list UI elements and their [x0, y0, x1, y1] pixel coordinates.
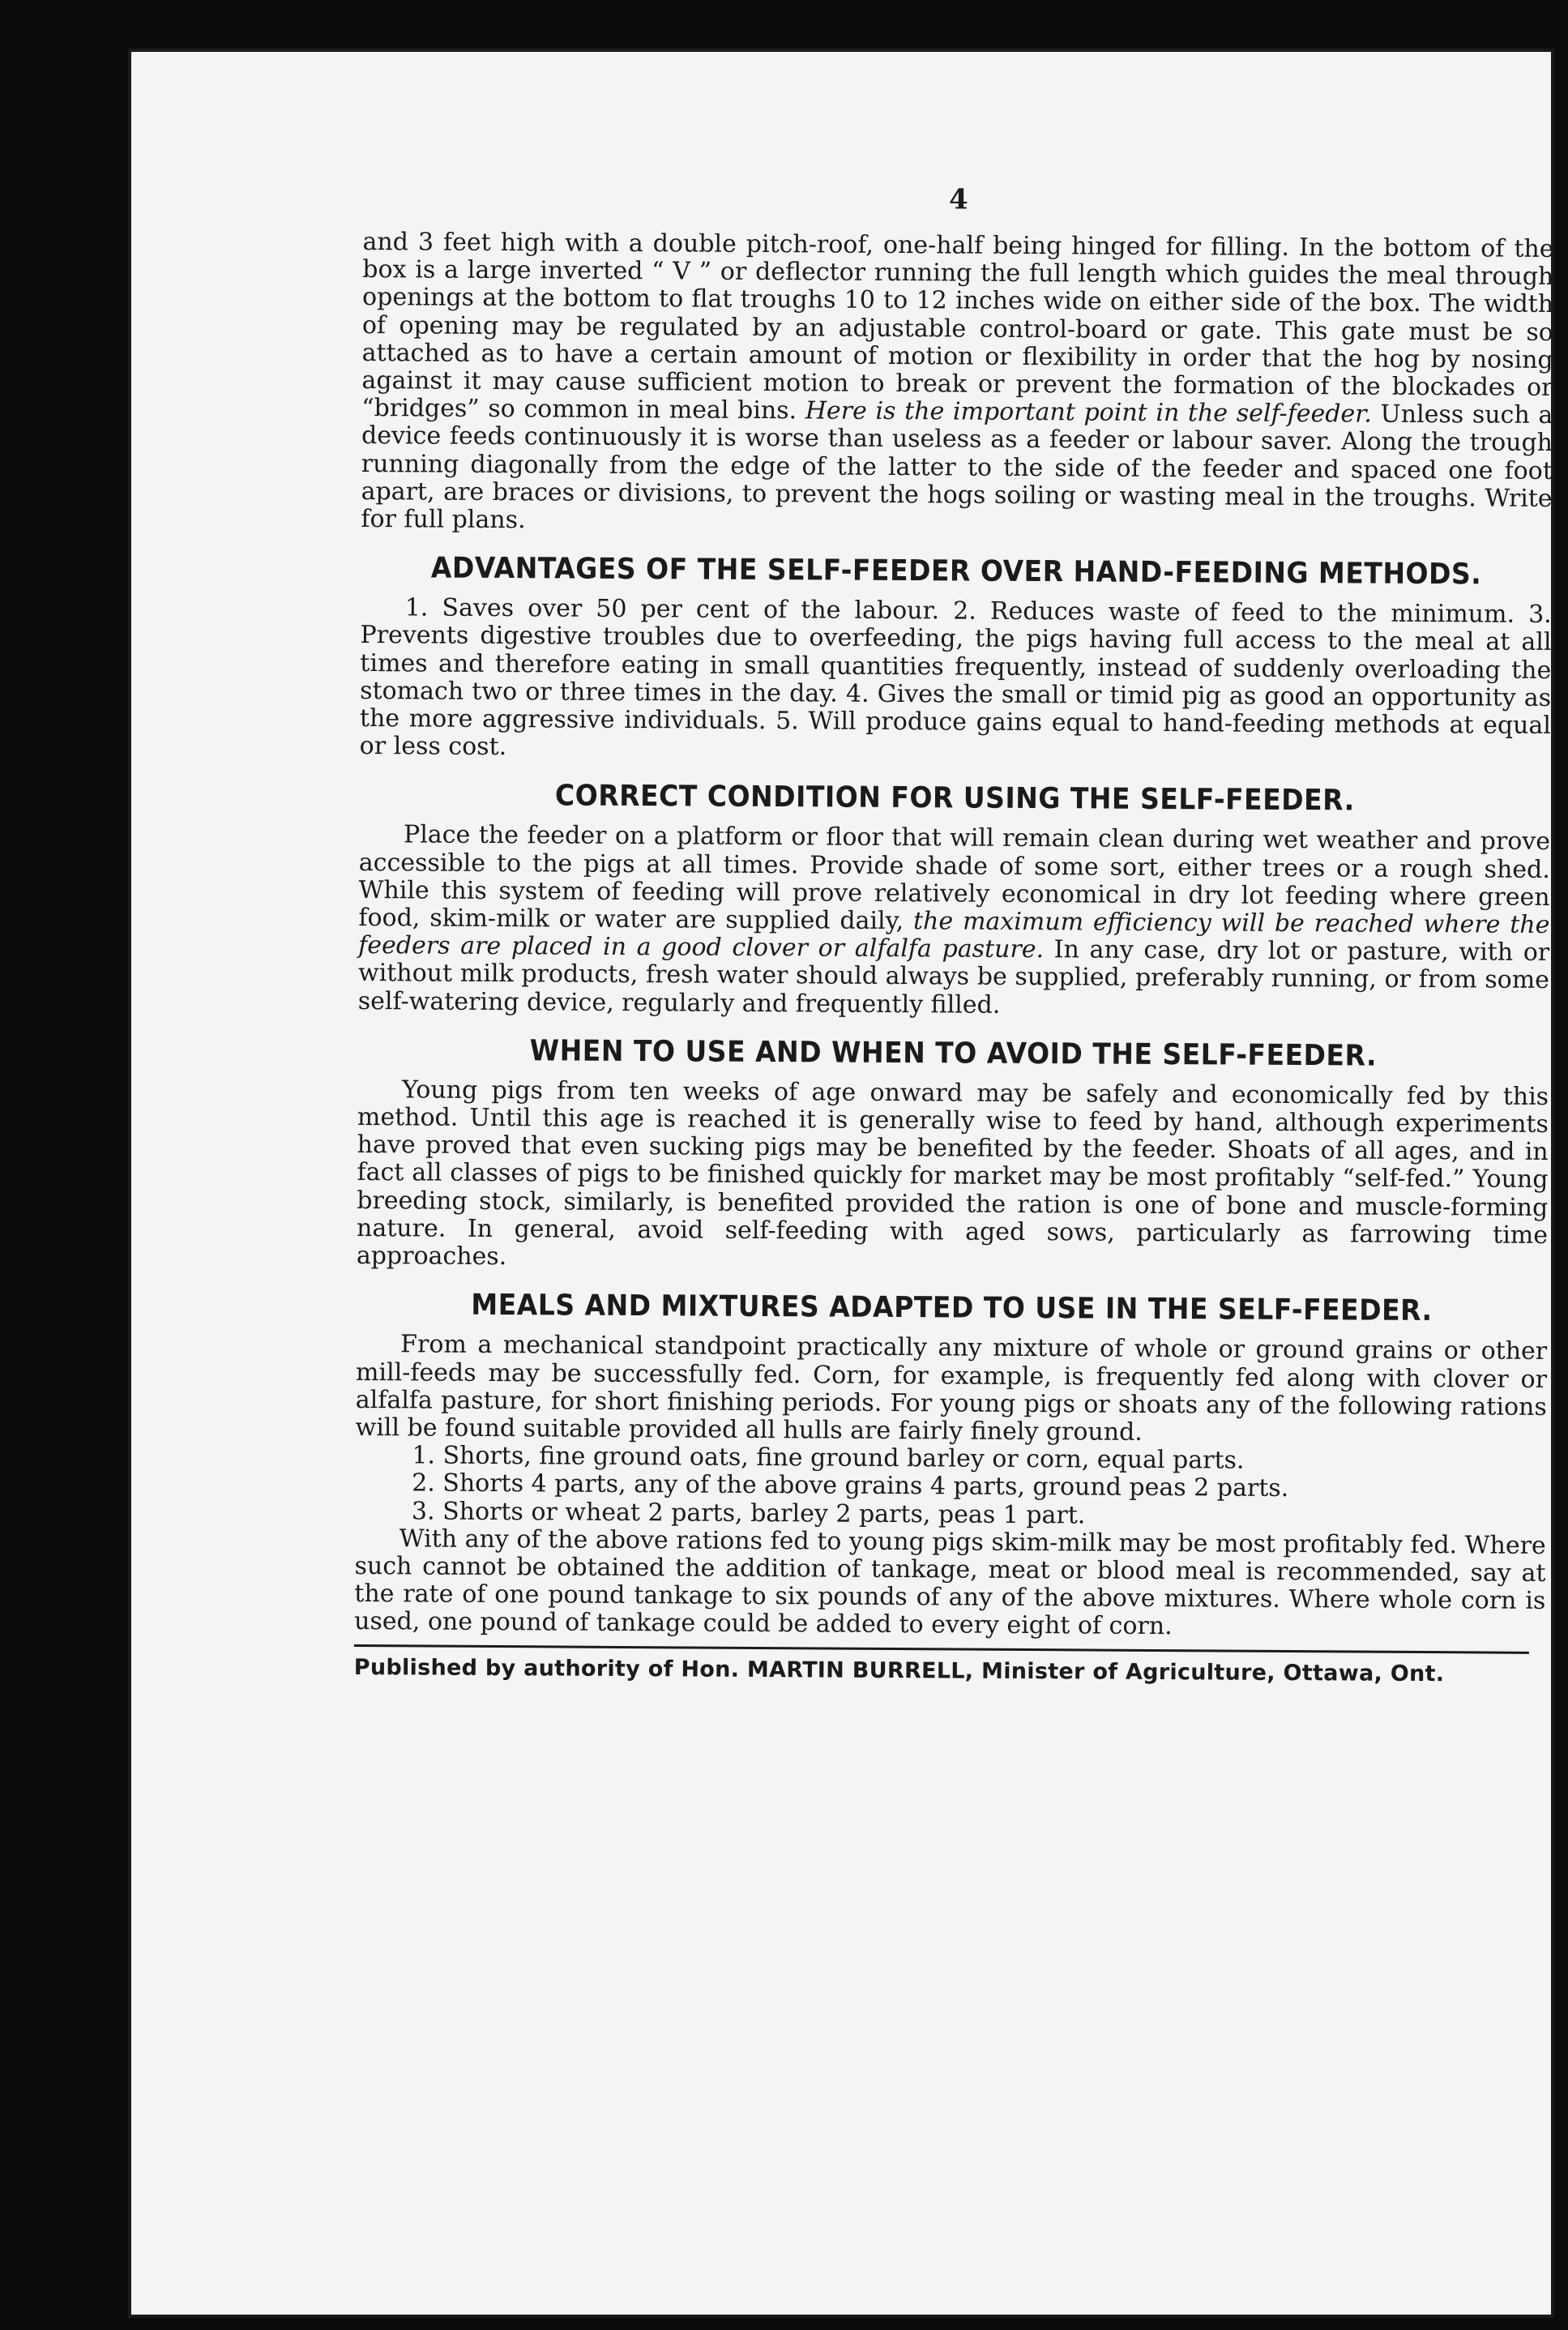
when-to-use-heading: WHEN TO USE AND WHEN TO AVOID THE SELF-FEEDER.: [529, 1032, 1378, 1073]
page-number: 4: [948, 183, 968, 216]
intro-text-2: Unless such a device feeds continuously it is worse than useless as a feeder or labour saver. Along the trough running diagonally from the edge of the latter to the side of the feeder and spaced one foot apart, are braces or divisions, to prevent the hogs soiling or wasting meal in the troughs. Write for full plans.: [361, 400, 1553, 535]
rations-list: [355, 1442, 1547, 1533]
advantages-heading: ADVANTAGES OF THE SELF-FEEDER OVER HAND-FEEDING METHODS.: [430, 550, 1482, 592]
page-content: [354, 180, 1554, 1687]
publication-footer: Published by authority of Hon. MARTIN BURRELL, Minister of Agriculture, Ottawa, Ont.: [353, 1654, 1445, 1687]
condition-paragraph: [358, 821, 1550, 1022]
condition-heading: CORRECT CONDITION FOR USING THE SELF-FEEDER.: [554, 778, 1355, 818]
meals-closing-paragraph: With any of the above rations fed to young pigs skim-milk may be most profitably fed. Where such cannot be obtained the addition of tankage, meat or blood meal is recommended, say at the rate of one pound tankage to six pounds of any of the above mixtures. Where whole corn is used, one pound of tankage could be added to every eight of corn.: [354, 1524, 1546, 1641]
ration-item: 2. Shorts 4 parts, any of the above grains 4 parts, ground peas 2 parts.: [412, 1469, 1289, 1503]
intro-paragraph: [361, 229, 1553, 541]
ration-item: 1. Shorts, fine ground oats, fine ground barley or corn, equal parts.: [412, 1441, 1245, 1475]
meals-heading: MEALS AND MIXTURES ADAPTED TO USE IN THE SELF-FEEDER.: [471, 1287, 1433, 1327]
ration-item: 3. Shorts or wheat 2 parts, barley 2 parts, peas 1 part.: [411, 1496, 1086, 1529]
meals-paragraph: From a mechanical standpoint practically any mixture of whole or ground grains or other mill-feeds may be successfully fed. Corn, for example, is frequently fed along with clover or alfalfa pasture, for short finishing periods. For young pigs or shoats any of the following rations will be found suitable provided all hulls are fairly finely ground.: [355, 1330, 1548, 1447]
intro-emphasis: Here is the important point in the self-feeder.: [805, 396, 1372, 429]
condition-text-1: Place the feeder on a platform or floor that will remain clean during wet weather and prove accessible to the pigs at all times. Provide shade of some sort, either trees or a rough shed. While this system of feeding will prove relatively economical in dry lot feeding where green food, skim-milk or water are supplied daily,: [358, 820, 1551, 936]
intro-text-1: and 3 feet high with a double pitch-roof, one-half being hinged for filling. In the bottom of the box is a large inverted “ V ” or deflector running the full length which guides the meal through openings at the bottom to flat troughs 10 to 12 inches wide on either side of the box. The width of opening may be regulated by an adjustable control-board or gate. This gate must be so attached as to have a certain amount of motion or flexibility in order that the hog by nosing against it may cause sufficient motion to break or prevent the formation of the blockades or “bridges” so common in meal bins.: [361, 227, 1554, 425]
when-to-use-paragraph: Young pigs from ten weeks of age onward may be safely and economically fed by this method. Until this age is reached it is generally wise to feed by hand, although experiments have proved that even sucking pigs may be benefited by the feeder. Shoats of all ages, and in fact all classes of pigs to be finished quickly for market may be most profitably “self-fed.” Young breeding stock, similarly, is benefited provided the ration is one of bone and muscle-forming nature. In general, avoid self-feeding with aged sows, particularly as farrowing time approaches.: [356, 1075, 1549, 1272]
condition-emphasis: the maximum efficiency will be reached where the feeders are placed in a good clover or alfalfa pasture.: [358, 907, 1550, 964]
advantages-paragraph: 1. Saves over 50 per cent of the labour. 2. Reduces waste of feed to the minimum. 3. Prevents digestive troubles due to overfeeding, the pigs having full access to the meal at all times and therefore eating in small quantities frequently, instead of suddenly overloading the stomach two or three times in the day. 4. Gives the small or timid pig as good an opportunity as the more aggressive individuals. 5. Will produce gains equal to hand-feeding methods at equal or less cost.: [359, 593, 1552, 762]
condition-text-2: In any case, dry lot or pasture, with or without milk products, fresh water should always be supplied, preferably running, or from some self-watering device, regularly and frequently filled.: [357, 935, 1550, 1020]
document-page: [128, 49, 1554, 2318]
footer-rule: [354, 1644, 1529, 1653]
